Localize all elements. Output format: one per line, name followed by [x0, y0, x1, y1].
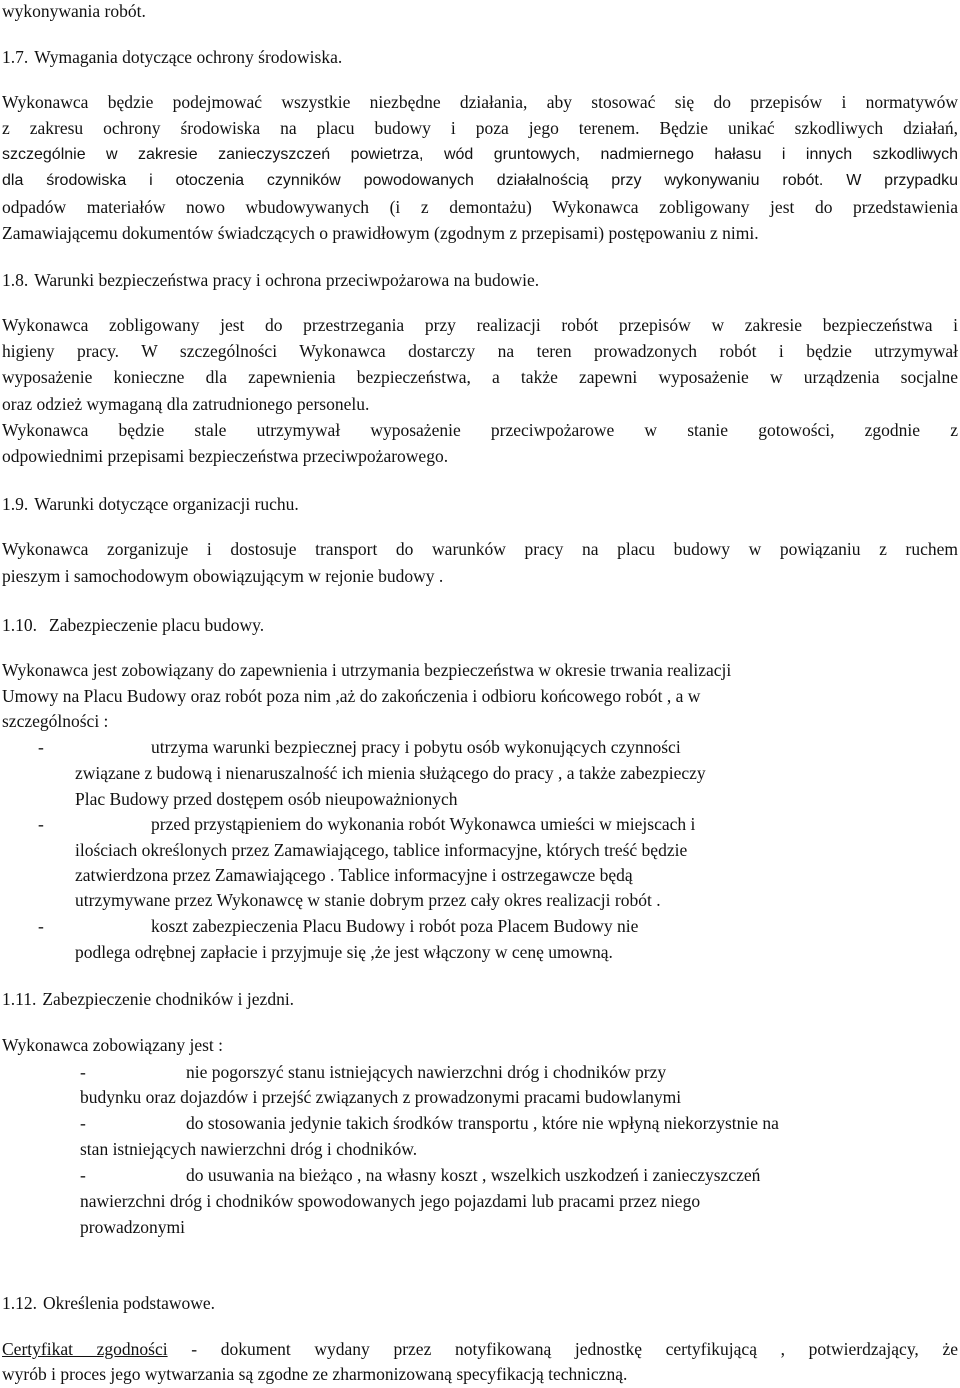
list-bullet: -	[80, 1062, 86, 1082]
heading-title: Zabezpieczenie chodników i jezdni.	[42, 989, 295, 1009]
heading-1-11	[2, 988, 294, 1010]
list-item-line: utrzymywane przez Wykonawcę w stanie dobrym przez cały okres realizacji robót .	[75, 890, 661, 910]
heading-number: 1.8.	[2, 270, 29, 290]
heading-number: 1.12.	[2, 1293, 37, 1313]
list-item-line: prowadzonymi	[80, 1217, 185, 1237]
list-item-line: do usuwania na bieżąco , na własny koszt , wszelkich uszkodzeń i zanieczyszczeń	[186, 1165, 761, 1185]
paragraph-line: z zakresu ochrony środowiska na placu budowy i poza jego terenem. Będzie unikać szkodliwych działań,	[2, 118, 958, 138]
list-bullet: -	[38, 916, 44, 936]
list-item-line: podlega odrębnej zapłacie i przyjmuje się ,że jest włączony w cenę umowną.	[75, 942, 613, 962]
list-bullet: -	[38, 814, 44, 834]
paragraph-line: Wykonawca będzie stale utrzymywał wyposażenie przeciwpożarowe w stanie gotowości, zgodnie z	[2, 420, 958, 440]
list-item-line: przed przystąpieniem do wykonania robót Wykonawca umieści w miejscach i	[151, 814, 696, 834]
top-fragment: wykonywania robót.	[2, 1, 146, 21]
paragraph-line: dla środowiska i otoczenia czynników powodowanych działalnością przy wykonywaniu robót. W przypadku	[2, 172, 958, 189]
list-item-line: koszt zabezpieczenia Placu Budowy i robót poza Placem Budowy nie	[151, 916, 639, 936]
paragraph-line: Wykonawca zorganizuje i dostosuje transport do warunków pracy na placu budowy w powiązaniu z ruchem	[2, 539, 958, 559]
heading-title: Wymagania dotyczące ochrony środowiska.	[34, 47, 343, 67]
heading-number: 1.9.	[2, 494, 29, 514]
definition-text: - dokument wydany przez notyfikowaną jednostkę certyfikującą , potwierdzający, że	[167, 1339, 958, 1359]
heading-number: 1.10.	[2, 615, 37, 635]
list-item-line: Plac Budowy przed dostępem osób nieupoważnionych	[75, 789, 458, 809]
paragraph-line: Wykonawca zobowiązany jest :	[2, 1035, 224, 1055]
paragraph-line: Zamawiającemu dokumentów świadczących o prawidłowym (zgodnym z przepisami) postępowaniu z nimi.	[2, 223, 759, 243]
list-item-line: budynku oraz dojazdów i przejść związanych z prowadzonymi pracami budowlanymi	[80, 1087, 682, 1107]
defined-term: Certyfikat zgodności	[2, 1339, 168, 1359]
definition-line: wyrób i proces jego wytwarzania są zgodne ze zharmonizowaną specyfikacją techniczną.	[2, 1364, 628, 1384]
list-bullet: -	[80, 1113, 86, 1133]
heading-title: Warunki dotyczące organizacji ruchu.	[34, 494, 299, 514]
heading-1-12	[2, 1292, 215, 1314]
heading-1-7	[2, 46, 342, 68]
paragraph-line: odpowiednimi przepisami bezpieczeństwa przeciwpożarowego.	[2, 446, 449, 466]
list-item-line: utrzyma warunki bezpiecznej pracy i pobytu osób wykonujących czynności	[151, 737, 681, 757]
list-item-line: ilościach określonych przez Zamawiającego, tablice informacyjne, których treść będzie	[75, 840, 688, 860]
paragraph-line: szczególności :	[2, 711, 109, 731]
paragraph-line: Umowy na Placu Budowy oraz robót poza nim ,aż do zakończenia i odbioru końcowego robót , a w	[2, 686, 701, 706]
heading-1-9	[2, 493, 299, 515]
paragraph-line: oraz odzież wymaganą dla zatrudnionego personelu.	[2, 394, 370, 414]
list-item-line: stan istniejących nawierzchni dróg i chodników.	[80, 1139, 418, 1159]
heading-1-8	[2, 269, 539, 291]
heading-number: 1.11.	[2, 989, 37, 1009]
paragraph-line: higieny pracy. W szczególności Wykonawca dostarczy na teren prowadzonych robót i będzie utrzymywał	[2, 341, 958, 361]
paragraph-line: Wykonawca będzie podejmować wszystkie niezbędne działania, aby stosować się do przepisów i normatywów	[2, 92, 958, 112]
list-item-line: nie pogorszyć stanu istniejących nawierzchni dróg i chodników przy	[186, 1062, 667, 1082]
heading-1-10	[2, 614, 264, 636]
heading-title: Zabezpieczenie placu budowy.	[49, 615, 265, 635]
heading-number: 1.7.	[2, 47, 29, 67]
list-item-line: zatwierdzona przez Zamawiającego . Tablice informacyjne i ostrzegawcze będą	[75, 865, 633, 885]
list-item-line: związane z budową i nienaruszalność ich mienia służącego do pracy , a także zabezpieczy	[75, 763, 706, 783]
list-item-line: nawierzchni dróg i chodników spowodowanych jego pojazdami lub pracami przez niego	[80, 1191, 701, 1211]
list-bullet: -	[38, 737, 44, 757]
paragraph-line: Wykonawca zobligowany jest do przestrzegania przy realizacji robót przepisów w zakresie bezpieczeństwa i	[2, 315, 958, 335]
heading-title: Warunki bezpieczeństwa pracy i ochrona przeciwpożarowa na budowie.	[34, 270, 540, 290]
paragraph-line: pieszym i samochodowym obowiązującym w rejonie budowy .	[2, 566, 444, 586]
list-item-line: do stosowania jedynie takich środków transportu , które nie wpłyną niekorzystnie na	[186, 1113, 779, 1133]
list-bullet: -	[80, 1165, 86, 1185]
definition-line	[2, 1338, 958, 1360]
heading-title: Określenia podstawowe.	[43, 1293, 216, 1313]
paragraph-line: wyposażenie konieczne dla zapewnienia bezpieczeństwa, a także zapewni wyposażenie w urządzenia socjalne	[2, 367, 958, 387]
paragraph-line: szczególnie w zakresie zanieczyszczeń powietrza, wód gruntowych, nadmiernego hałasu i innych szkodliwych	[2, 146, 958, 163]
paragraph-line: Wykonawca jest zobowiązany do zapewnienia i utrzymania bezpieczeństwa w okresie trwania realizacji	[2, 660, 732, 680]
paragraph-line: odpadów materiałów nowo wbudowywanych (i z demontażu) Wykonawca zobligowany jest do przedstawienia	[2, 197, 958, 217]
